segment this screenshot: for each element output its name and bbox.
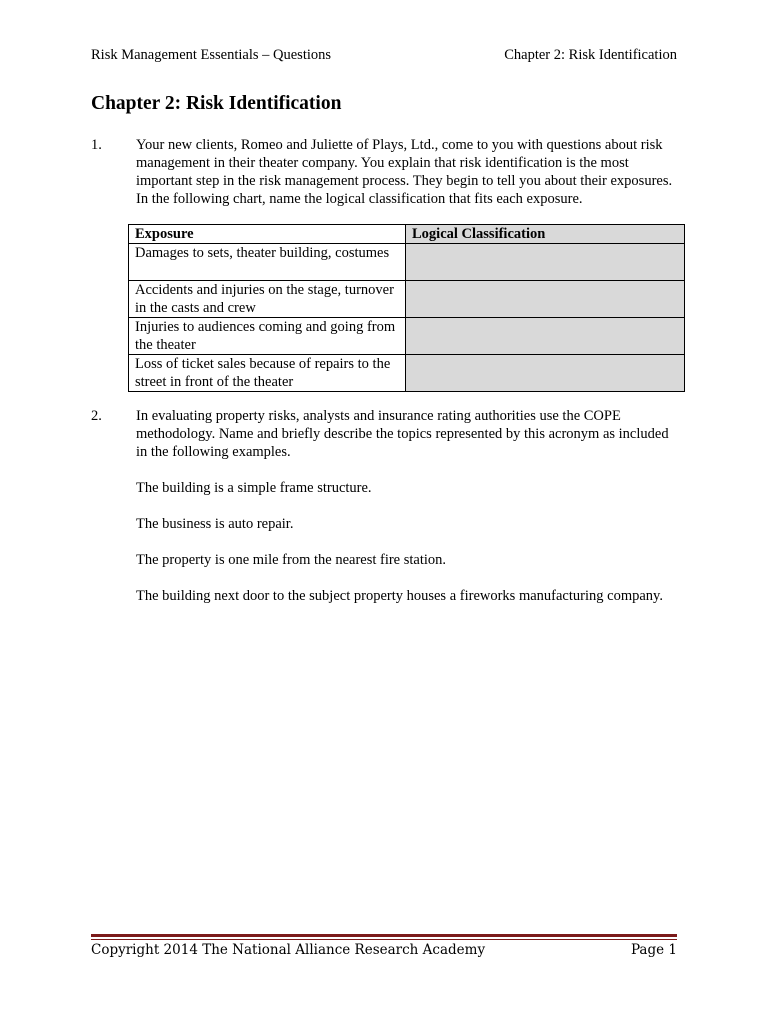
example-construction: The building is a simple frame structure. <box>136 480 372 496</box>
table-row <box>129 244 685 281</box>
question-2-text: In evaluating property risks, analysts and insurance rating authorities use the COPE methodology. Name and briefly describe the topics represented by this acronym as included in the following examples. <box>136 408 669 460</box>
footer-divider <box>91 934 677 940</box>
footer-copyright: Copyright 2014 The National Alliance Research Academy <box>91 942 486 958</box>
example-protection: The property is one mile from the nearest fire station. <box>136 552 447 568</box>
question-1-number: 1. <box>91 137 102 153</box>
classification-answer-cell[interactable] <box>406 318 685 355</box>
table-row <box>129 281 685 318</box>
question-2 <box>91 407 677 623</box>
column-header-logical-classification: Logical Classification <box>406 225 685 244</box>
exposure-cell: Injuries to audiences coming and going from the theater <box>129 318 406 355</box>
exposure-cell: Loss of ticket sales because of repairs to the street in front of the theater <box>129 355 406 392</box>
classification-answer-cell[interactable] <box>406 281 685 318</box>
question-1-text: Your new clients, Romeo and Juliette of Plays, Ltd., come to you with questions about risk management in their theater company. You explain that risk identification is the most important step in the risk management process. They begin to tell you about their exposures. In the following chart, name the logical classification that fits each exposure. <box>136 137 673 207</box>
table-row <box>129 355 685 392</box>
classification-answer-cell[interactable] <box>406 244 685 281</box>
question-1 <box>91 136 677 208</box>
exposure-cell: Accidents and injuries on the stage, turnover in the casts and crew <box>129 281 406 318</box>
exposure-cell: Damages to sets, theater building, costumes <box>129 244 406 281</box>
table-row <box>129 318 685 355</box>
header-document-title: Risk Management Essentials – Questions <box>91 47 332 63</box>
header-chapter-title: Chapter 2: Risk Identification <box>504 47 677 63</box>
page-footer <box>91 942 677 958</box>
exposure-classification-table <box>128 224 685 392</box>
column-header-exposure: Exposure <box>129 225 406 244</box>
chapter-title: Chapter 2: Risk Identification <box>91 93 342 114</box>
example-exposure: The building next door to the subject property houses a fireworks manufacturing company. <box>136 588 663 604</box>
example-occupancy: The business is auto repair. <box>136 516 294 532</box>
question-2-number: 2. <box>91 408 102 424</box>
classification-answer-cell[interactable] <box>406 355 685 392</box>
page-header <box>91 47 677 64</box>
cope-examples <box>136 479 677 605</box>
table-header-row <box>129 225 685 244</box>
footer-page-number: Page 1 <box>630 942 677 958</box>
